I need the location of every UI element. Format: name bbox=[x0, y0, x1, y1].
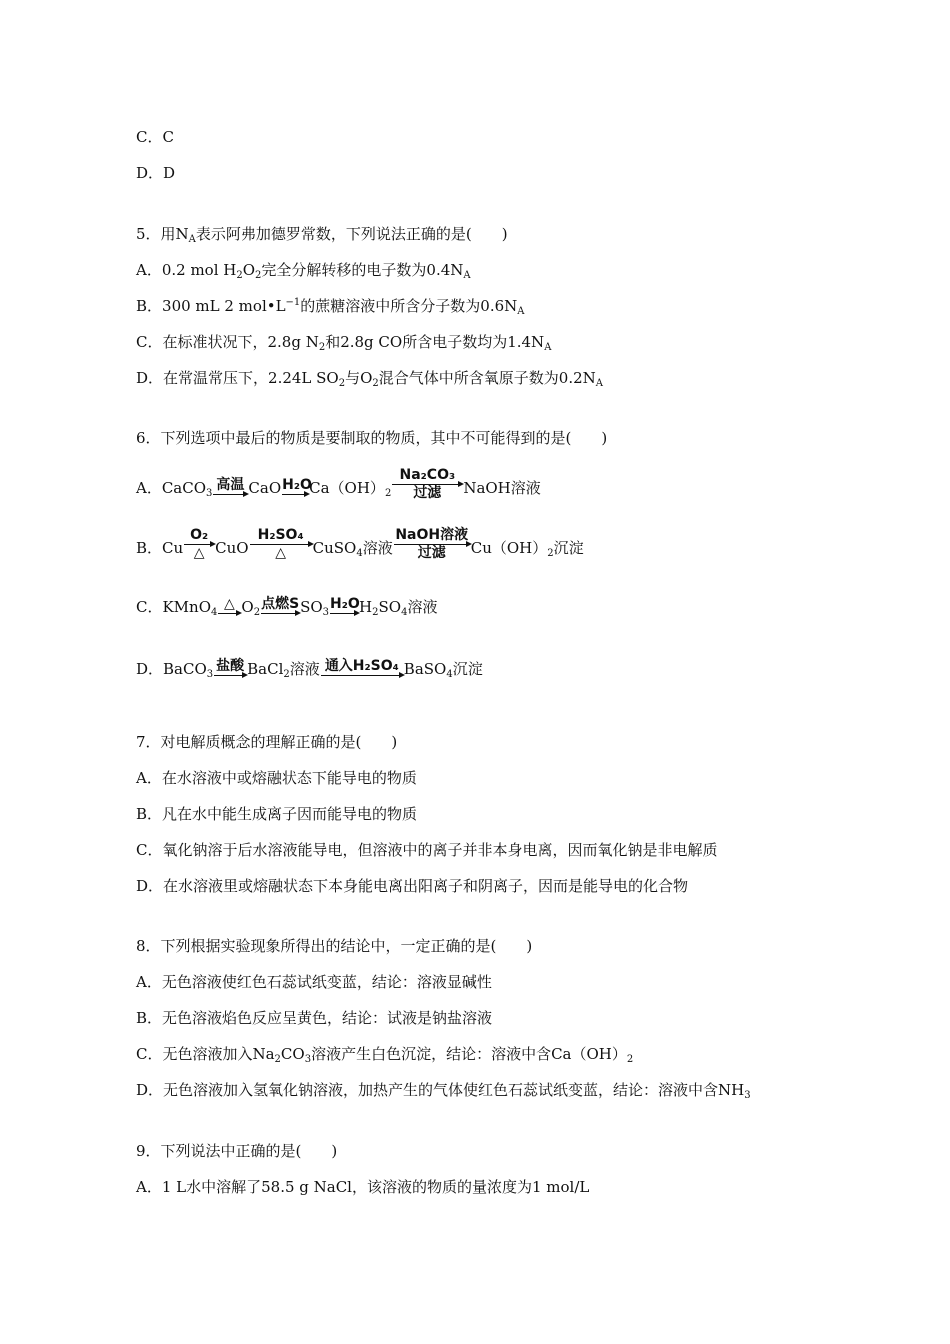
reaction-arrow: H₂O bbox=[282, 477, 312, 493]
option-c-q6: C．KMnO$_4$ △ $O_2$ 点燃S $SO_3$ H₂O $H_2SO_4$溶液 bbox=[136, 596, 438, 618]
reaction-arrow: NaOH溶液 过滤 bbox=[395, 527, 469, 561]
option-b-q7: B．凡在水中能生成离子因而能导电的物质 bbox=[136, 805, 418, 823]
option-a-q9: A．1 L水中溶解了58.5 g NaCl，该溶液的物质的量浓度为1 mol/L bbox=[136, 1178, 590, 1196]
reaction-arrow: 盐酸 bbox=[216, 658, 245, 674]
option-a-q5: A．0.2 mol $H_2O_2$完全分解转移的电子数为$0.4N_A$ bbox=[136, 261, 471, 281]
option-c-q7: C．氧化钠溶于后水溶液能导电，但溶液中的离子并非本身电离，因而氧化钠是非电解质 bbox=[136, 841, 718, 859]
reaction-arrow: 通入H₂SO₄ bbox=[321, 659, 403, 677]
option-c-q5: C．在标准状况下，2.8g $N_2$和2.8g CO所含电子数均为$1.4N_A$ bbox=[136, 333, 552, 353]
question-5-stem: 5．用$N_A$表示阿弗加德罗常数，下列说法正确的是( ) bbox=[136, 225, 508, 245]
option-b-q6: B．Cu O₂ △ CuO H₂SO₄ △ CuSO$_4$溶液 NaOH溶液 过滤 $Cu(OH)_2$沉淀 bbox=[136, 527, 584, 561]
option-a-q8: A．无色溶液使红色石蕊试纸变蓝，结论：溶液显碱性 bbox=[136, 973, 492, 991]
reaction-arrow: Na₂CO₃ 过滤 bbox=[392, 468, 462, 501]
option-b-q5: B．300 mL 2 $mol•L^{-1}$的蔗糖溶液中所含分子数为$0.6N_A$ bbox=[136, 297, 525, 317]
reaction-arrow: 点燃S bbox=[261, 596, 300, 612]
option-d-q6: D．BaCO$_3$ 盐酸 BaCl$_2$溶液 通入H₂SO₄ BaSO$_4$沉淀 bbox=[136, 658, 483, 680]
reaction-arrow: H₂O bbox=[330, 596, 360, 612]
question-8-stem: 8．下列根据实验现象所得出的结论中，一定正确的是( ) bbox=[136, 937, 533, 955]
option-b-q8: B．无色溶液焰色反应呈黄色，结论：试液是钠盐溶液 bbox=[136, 1009, 493, 1027]
reaction-arrow: △ bbox=[218, 597, 240, 615]
option-d-q7: D．在水溶液里或熔融状态下本身能电离出阳离子和阴离子，因而是能导电的化合物 bbox=[136, 877, 689, 895]
question-9-stem: 9．下列说法中正确的是( ) bbox=[136, 1142, 338, 1160]
reaction-arrow: O₂ △ bbox=[184, 528, 214, 561]
option-c-q4: C．C bbox=[136, 128, 174, 146]
option-c-q8: C．无色溶液加入$Na_2CO_3$溶液产生白色沉淀，结论：溶液中含$Ca(OH)_2$ bbox=[136, 1045, 634, 1065]
question-7-stem: 7．对电解质概念的理解正确的是( ) bbox=[136, 733, 398, 751]
option-a-q7: A．在水溶液中或熔融状态下能导电的物质 bbox=[136, 769, 417, 787]
option-d-q8: D．无色溶液加入氢氧化钠溶液，加热产生的气体使红色石蕊试纸变蓝，结论：溶液中含$NH_3$ bbox=[136, 1081, 751, 1101]
option-a-q6: A．CaCO$_3$ 高温 CaO H₂O $Ca(OH)_2$ Na₂CO₃ 过滤 NaOH溶液 bbox=[136, 467, 541, 501]
option-d-q4: D．D bbox=[136, 164, 176, 182]
option-d-q5: D．在常温常压下，2.24L $SO_2$与$O_2$混合气体中所含氧原子数为$0.2N_A$ bbox=[136, 369, 604, 389]
reaction-arrow: 高温 bbox=[213, 478, 247, 496]
question-6-stem: 6．下列选项中最后的物质是要制取的物质，其中不可能得到的是( ) bbox=[136, 429, 608, 447]
reaction-arrow: H₂SO₄ △ bbox=[250, 528, 312, 561]
